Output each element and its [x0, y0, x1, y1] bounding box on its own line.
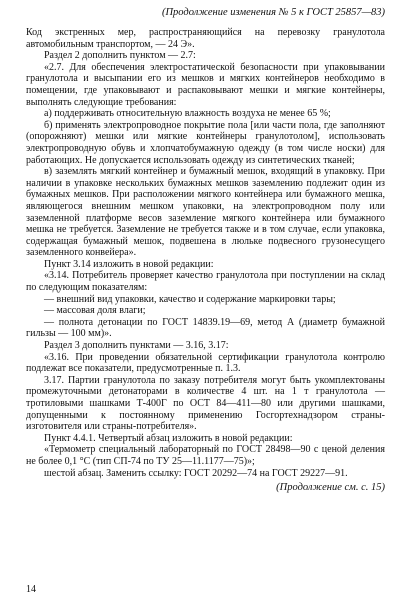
- paragraph: Пункт 4.4.1. Четвертый абзац изложить в новой редакции:: [44, 432, 293, 444]
- paragraph: «Термометр специальный лабораторный по ГОСТ 28498—90 с ценой деления не более 0,1 °С (тип СП-74 по ТУ 25—11.1177—75)»;: [26, 444, 385, 467]
- paragraph: «2.7. Для обеспечения электростатической безопасности при упаковывании гранулотола и высыпании его из мешков и мягких контейнеров необходимо в помещении, где упаковывают и распаковывают мешки и мягкие контейнеры, выполнять следующие требования:: [26, 61, 385, 108]
- paragraph: «3.16. При проведении обязательной сертификации гранулотола контролю подлежат все показатели, предусмотренные п. 1.3.: [26, 351, 385, 375]
- paragraph: 3.17. Партии гранулотола по заказу потребителя могут быть укомплектованы промежуточными детонаторами в количестве 4 шт. на 1 т гранулотола — тротиловыми шашками Т-400Г по ОСТ 84—411—80 или другими шашками, допущенными к постоянному применению Госгортехнадзором страны-изготовителя или страны-потребителя».: [26, 374, 385, 433]
- paragraph: Раздел 2 дополнить пунктом — 2.7:: [44, 50, 196, 62]
- continuation-note: (Продолжение см. с. 15): [276, 482, 385, 494]
- paragraph: Пункт 3.14 изложить в новой редакции:: [44, 258, 214, 270]
- paragraph: шестой абзац. Заменить ссылку: ГОСТ 20292—74 на ГОСТ 29227—91.: [44, 467, 348, 479]
- paragraph: — массовая доля влаги;: [44, 305, 146, 317]
- paragraph: — полнота детонации по ГОСТ 14839.19—69, метод А (диаметр бумажной гильзы — 100 мм)».: [26, 316, 385, 340]
- paragraph: — внешний вид упаковки, качество и содержание маркировки тары;: [44, 293, 336, 305]
- paragraph: Код экстренных мер, распространяющийся на перевозку гранулотола автомобильным транспортом, — 24 Э».: [26, 27, 385, 50]
- page-number: 14: [26, 584, 36, 596]
- paragraph: б) применять электропроводное покрытие пола [или части пола, где заполняют (опорожняют) мешки или мягкие контейнеры гранулотолом], использовать электропроводную обувь и хлопчатобумажную одежду (в том числе носки) для работающих. Не допускается использовать одежду из синтетических тканей;: [26, 119, 385, 166]
- paragraph: «3.14. Потребитель проверяет качество гранулотола при поступлении на склад по следующим показателям:: [26, 270, 385, 294]
- paragraph: а) поддерживать относительную влажность воздуха не менее 65 %;: [44, 108, 331, 120]
- paragraph: Раздел 3 дополнить пунктами — 3.16, 3.17:: [44, 340, 229, 352]
- paragraph: в) заземлять мягкий контейнер и бумажный мешок, входящий в упаковку. При наличии в упаковке нескольких бумажных мешков заземлению подлежит один из бумажных мешков. При расположении мягкого контейнера или бумажного мешка, являющегося внешним мешком упаковки, на электропроводном полу или заземленной платформе весов заземление мягкого контейнера или бумажного мешка не требуется. Заземление не требуется также и в том случае, если упаковка, содержащая бумажный мешок, подвешена в люльке подвесного грузонесущего заземленного конвейера».: [26, 166, 385, 259]
- running-header: (Продолжение изменения № 5 к ГОСТ 25857—83): [161, 7, 385, 18]
